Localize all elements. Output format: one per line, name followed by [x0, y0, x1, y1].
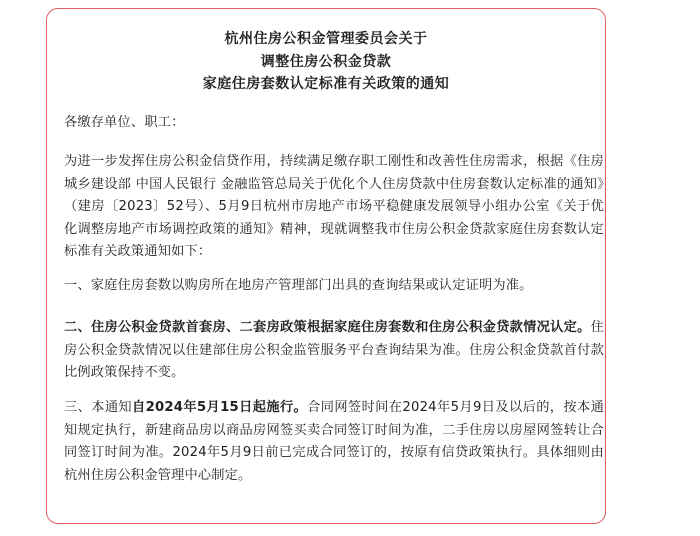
greeting: 各缴存单位、职工： — [64, 115, 185, 130]
item-3-effective-date: 自2024年5月15日起施行。 — [132, 400, 308, 415]
item-2-bold: 二、住房公积金贷款首套房、二套房政策根据家庭住房套数和住房公积金贷款情况认定。 — [64, 320, 591, 335]
item-1: 一、家庭住房套数以购房所在地房产管理部门出具的查询结果或认定证明为准。 — [64, 278, 533, 293]
item-3-prefix: 三、本通知 — [64, 400, 133, 415]
notice-title-line-3: 家庭住房套数认定标准有关政策的通知 — [202, 76, 450, 92]
intro-paragraph: 为进一步发挥住房公积金信贷作用，持续满足缴存职工刚性和改善性住房需求，根据《住房城乡建设部 中国人民银行 金融监管总局关于优化个人住房贷款中住房套数认定标准的通知》（建房〔2023〕52号）、5月9日杭州市房地产市场平稳健康发展领导小组办公室《关于优化调整房地产市场调控政策的通知》精神，现就调整我市住房公积金贷款家庭住房套数认定标准有关政策通知如下： — [64, 154, 604, 259]
item-2-text: 住房公积金贷款情况以住建部住房公积金监管服务平台查询结果为准。住房公积金贷款首付款比例政策保持不变。 — [64, 320, 604, 380]
notice-title-line-1: 杭州住房公积金管理委员会关于 — [224, 31, 428, 47]
item-2 — [64, 317, 604, 385]
notice-title-line-2: 调整住房公积金贷款 — [260, 54, 392, 70]
item-3 — [64, 397, 604, 487]
item-3-text: 合同网签时间在2024年5月9日及以后的，按本通知规定执行，新建商品房以商品房网签买卖合同签订时间为准，二手住房以房屋网签转让合同签订时间为准。2024年5月9日前已完成合同签订的，按原有信贷政策执行。具体细则由杭州住房公积金管理中心制定。 — [64, 400, 605, 483]
